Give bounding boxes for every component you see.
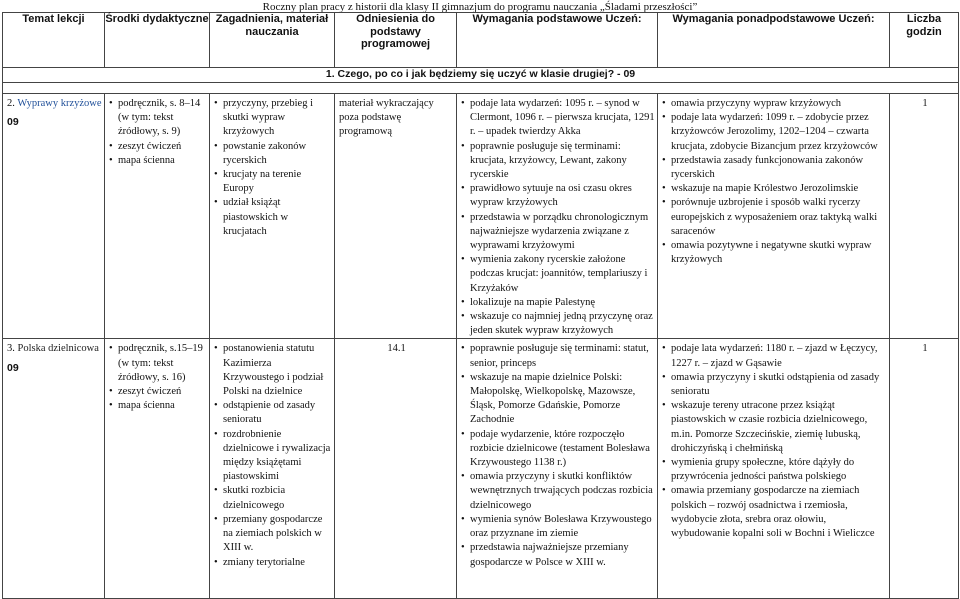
list-item: • wskazuje tereny utracone przez książąt piastowskich w czasie rozbicia dzielnicowego, m.in. Pomorze Szczecińskie, ziemię lubuską, drohiczyńską i chełmińską	[662, 399, 887, 456]
topic-cell	[3, 339, 105, 599]
topic-cell	[3, 94, 105, 339]
topic-prefix: 3.	[7, 343, 18, 355]
list-item: • zmiany terytorialne	[214, 556, 332, 570]
hours-cell: 1	[890, 339, 959, 599]
list-item: • podaje wydarzenie, które rozpoczęło rozbicie dzielnicowe (testament Bolesława Krzywoustego 1138 r.)	[461, 428, 655, 471]
header-row	[3, 13, 959, 68]
advanced-requirements-cell	[658, 339, 890, 599]
basic-requirements-cell	[457, 94, 658, 339]
list-item: • skutki rozbicia dzielnicowego	[214, 484, 332, 512]
table-row	[3, 94, 959, 339]
list-item: • przedstawia zasady funkcjonowania zakonów rycerskich	[662, 154, 887, 182]
header-hours: Liczba godzin	[890, 13, 959, 68]
document-title: Roczny plan pracy z historii dla klasy II gimnazjum do programu nauczania „Śladami przeszłości”	[262, 1, 698, 13]
topic-name: Wyprawy krzyżowe	[17, 98, 102, 109]
list-item: • omawia przyczyny wypraw krzyżowych	[662, 97, 887, 111]
list-item: • udział książąt piastowskich w krucjatach	[214, 196, 332, 239]
materials-cell	[105, 94, 210, 339]
list-item: • lokalizuje na mapie Palestynę	[461, 296, 655, 310]
list-item: • rozdrobnienie dzielnicowe i rywalizacja między książętami piastowskimi	[214, 428, 332, 485]
list-item: • podręcznik, s.15–19 (w tym: tekst źródłowy, s. 16)	[109, 342, 207, 385]
list-item: • przyczyny, przebieg i skutki wypraw krzyżowych	[214, 97, 332, 140]
list-item: • omawia przyczyny i skutki konfliktów wewnętrznych trwających podczas rozbicia dzielnicowego	[461, 470, 655, 513]
section-row	[3, 68, 959, 83]
list-item: • poprawnie posługuje się terminami: krucjata, krzyżowcy, Lewant, zakony rycerskie	[461, 140, 655, 183]
list-item: • mapa ścienna	[109, 154, 207, 168]
topic-code: 09	[7, 361, 19, 374]
issues-cell	[210, 94, 335, 339]
list-item: • wskazuje na mapie Królestwo Jerozolimskie	[662, 182, 887, 196]
issues-cell	[210, 339, 335, 599]
list-item: • wymienia grupy społeczne, które dążyły do przywrócenia jedności państwa polskiego	[662, 456, 887, 484]
advanced-requirements-cell	[658, 94, 890, 339]
list-item: • porównuje uzbrojenie i sposób walki rycerzy europejskich z wyposażeniem oraz taktyką walki saracenów	[662, 196, 887, 239]
list-item: • wskazuje na mapie dzielnice Polski: Małopolskę, Wielkopolskę, Mazowsze, Śląsk, Pomorze Gdańskie, Pomorze Zachodnie	[461, 371, 655, 428]
list-item: • wymienia synów Bolesława Krzywoustego oraz przyznane im ziemie	[461, 513, 655, 541]
table-row	[3, 339, 959, 599]
reference-cell: 14.1	[335, 339, 457, 599]
header-materials: Środki dydaktyczne	[105, 13, 210, 68]
list-item: • podaje lata wydarzeń: 1095 r. – synod w Clermont, 1096 r. – pierwsza krucjata, 1291 r. – upadek twierdzy Akka	[461, 97, 655, 140]
list-item: • przedstawia najważniejsze przemiany gospodarcze w Polsce w XIII w.	[461, 541, 655, 569]
section-label: 1. Czego, po co i jak będziemy się uczyć w klasie drugiej? - 09	[3, 68, 959, 83]
list-item: • omawia przemiany gospodarcze na ziemiach polskich – rozwój osadnictwa i rzemiosła, wydobycie złota, srebra oraz ołowiu, wybudowanie kopalni soli w Bochni i Wieliczce	[662, 484, 887, 541]
header-topic: Temat lekcji	[3, 13, 105, 68]
list-item: • poprawnie posługuje się terminami: statut, senior, princeps	[461, 342, 655, 370]
header-issues: Zagadnienia, materiał nauczania	[210, 13, 335, 68]
basic-requirements-cell	[457, 339, 658, 599]
list-item: • przemiany gospodarcze na ziemiach polskich w XIII w.	[214, 513, 332, 556]
spacer-row	[3, 83, 959, 94]
materials-cell	[105, 339, 210, 599]
list-item: • omawia pozytywne i negatywne skutki wypraw krzyżowych	[662, 239, 887, 267]
header-basic: Wymagania podstawowe Uczeń:	[457, 13, 658, 68]
list-item: • przedstawia w porządku chronologicznym najważniejsze wydarzenia związane z wyprawami krzyżowymi	[461, 211, 655, 254]
list-item: • mapa ścienna	[109, 399, 207, 413]
list-item: • zeszyt ćwiczeń	[109, 385, 207, 399]
hours-cell: 1	[890, 94, 959, 339]
list-item: • krucjaty na terenie Europy	[214, 168, 332, 196]
list-item: • podaje lata wydarzeń: 1180 r. – zjazd w Łęczycy, 1227 r. – zjazd w Gąsawie	[662, 342, 887, 370]
topic-prefix: 2.	[7, 98, 18, 109]
reference-cell: materiał wykraczający poza podstawę programową	[335, 94, 457, 339]
list-item: • podaje lata wydarzeń: 1099 r. – zdobycie przez krzyżowców Jerozolimy, 1202–1204 – czwarta krucjata, zdobycie Bizancjum przez krzyżowców	[662, 111, 887, 154]
list-item: • postanowienia statutu Kazimierza Krzywoustego i podział Polski na dzielnice	[214, 342, 332, 399]
lesson-plan-table	[2, 12, 959, 599]
list-item: • omawia przyczyny i skutki odstąpienia od zasady senioratu	[662, 371, 887, 399]
list-item: • podręcznik, s. 8–14 (w tym: tekst źródłowy, s. 9)	[109, 97, 207, 140]
list-item: • prawidłowo sytuuje na osi czasu okres wypraw krzyżowych	[461, 182, 655, 210]
topic-code: 09	[7, 116, 19, 129]
list-item: • powstanie zakonów rycerskich	[214, 140, 332, 168]
list-item: • zeszyt ćwiczeń	[109, 140, 207, 154]
list-item: • wymienia zakony rycerskie założone podczas krucjat: joannitów, templariuszy i Krzyżaków	[461, 253, 655, 296]
list-item: • wskazuje co najmniej jedną przyczynę oraz jeden skutek wypraw krzyżowych	[461, 310, 655, 338]
list-item: • odstąpienie od zasady senioratu	[214, 399, 332, 427]
topic-name: Polska dzielnicowa	[17, 343, 99, 355]
header-advanced: Wymagania ponadpodstawowe Uczeń:	[658, 13, 890, 68]
header-reference: Odniesienia do podstawy programowej	[335, 13, 457, 68]
